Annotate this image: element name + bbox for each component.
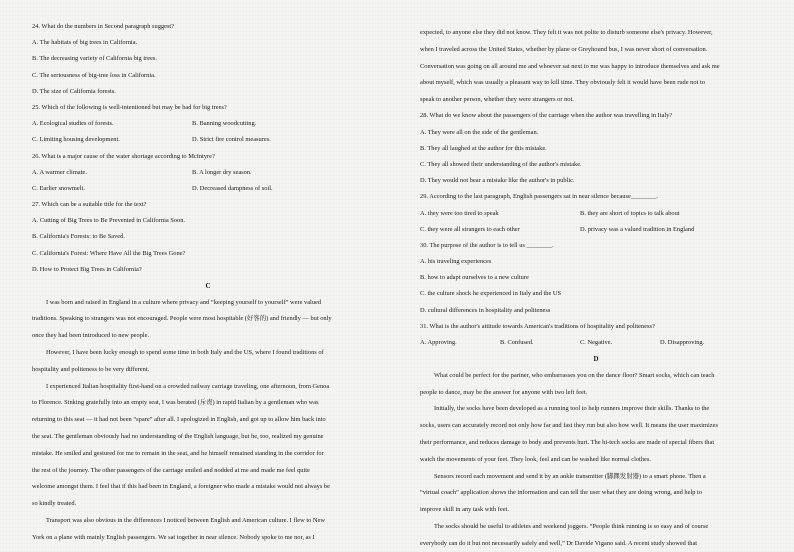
- passage-d-line: “virtual coach” application shows the information and can tell the user what they are doing wrong, and help to: [420, 489, 702, 497]
- question-29-option-c: C. they were all strangers to each other: [420, 225, 520, 233]
- passage-d-line: people to dance, may be the answer for anyone with two left feet.: [420, 388, 588, 396]
- passage-d-line: socks, users can accurately record not only how far and fast they run but also how well. It means the user maximizes: [420, 422, 718, 430]
- question-30-option-b: B. how to adapt ourselves to a new culture: [420, 274, 529, 282]
- passage-c-continued: [420, 28, 772, 105]
- passage-c-line: when I traveled across the United States, whether by plane or Greyhound bus, I was never short of conversation.: [420, 45, 708, 53]
- passage-d-line: everybody can do it but not necessarily safely and well,” Dr Davide Vigano said. A recent study showed that: [420, 539, 698, 547]
- question-24-option-c: C. The seriousness of big-tree loss in California.: [32, 71, 156, 79]
- question-31-option-a: A. Approving.: [420, 339, 457, 346]
- passage-c-line: expected, to anyone else they did not know. They felt it was not polite to disturb someone else's privacy. However,: [420, 29, 713, 36]
- passage-c-line: hospitality and politeness to be very different.: [32, 365, 150, 373]
- question-26-option-d: D. Decreased dampness of soil.: [192, 184, 273, 192]
- question-28-option-a: A. They were all on the side of the gentleman.: [420, 128, 539, 136]
- question-30-option-a: A. his traveling experiences: [420, 258, 492, 266]
- passage-d-line: Initially, the socks have been developed as a running tool to help runners improve their skills. Thanks to the: [434, 405, 710, 413]
- passage-d-line: Sensors record each movement and send it by an ankle transmitter (脚踝发射器) to a smart phone. Then a: [434, 472, 706, 480]
- question-31-option-b: B. Confused.: [500, 339, 534, 346]
- question-27-option-c: C. California's Forest: Where Have All the Big Trees Gone?: [32, 249, 186, 257]
- question-26-option-b: B. A longer dry season.: [192, 168, 252, 176]
- passage-c-line: the seat. The gentleman obviously had no understanding of the English language, but he, too, realized my genuine: [32, 432, 324, 440]
- question-29-option-d: D. privacy was a valued tradition in England: [580, 225, 695, 233]
- question-24-option-b: B. The decreasing variety of California big trees.: [32, 55, 157, 63]
- question-26-option-a: A. A warmer climate.: [32, 168, 87, 176]
- question-25-option-d: D. Strict fire control measures.: [192, 136, 271, 144]
- passage-c-line: returning to this seat — it had not been “spare” after all. I apologized in English, and got up to allow him back into: [32, 416, 326, 424]
- question-30-stem: 30. The purpose of the author is to tell us ________.: [420, 241, 554, 249]
- question-29-option-a: A. they were too tired to speak: [420, 209, 499, 217]
- passage-d-line: their performance, and reduces damage to body and prevents hurt. The hi-tech socks are made of special fibers that: [420, 438, 715, 446]
- passage-c-line: I experienced Italian hospitality first-hand on a crowded railway carriage traveling, one afternoon, from Genoa: [46, 382, 330, 390]
- question-31-stem: 31. What is the author's attitude towards American's traditions of hospitality and politeness?: [420, 322, 655, 330]
- question-31-option-c: C. Negative.: [580, 339, 613, 346]
- question-28-option-b: B. They all laughed at the author for this mistake.: [420, 144, 547, 152]
- question-29-stem: 29. According to the last paragraph, English passengers sat in near silence because________.: [420, 193, 658, 201]
- question-27-option-d: D. How to Protect Big Trees in California?: [32, 265, 142, 273]
- question-28-option-d: D. They would not bear a mistake like the author's in public.: [420, 177, 575, 185]
- passage-d-line: improve skill in any task with feet.: [420, 506, 509, 514]
- question-24-stem: 24. What do the numbers in Second paragraph suggest?: [32, 23, 175, 30]
- question-28-stem: 28. What do we know about the passengers of the carriage when the author was travelling in Italy?: [420, 112, 673, 120]
- question-25-option-b: B. Banning woodcutting.: [192, 120, 257, 128]
- passage-c-line: about myself, which was usually a pleasant way to kill time. They obviously felt it would have been rude not to: [420, 79, 705, 87]
- question-25-option-a: A. Ecological studies of forests.: [32, 120, 114, 128]
- passage-c-line: I was born and raised in England in a culture where privacy and “keeping yourself to yourself” were valued: [46, 298, 322, 306]
- question-28-option-c: C. They all showed their understanding of the author's mistake.: [420, 160, 582, 168]
- question-27-stem: 27. Which can be a suitable title for the text?: [32, 201, 147, 209]
- question-26-option-c: C. Earlier snowmelt.: [32, 184, 85, 192]
- question-24-option-d: D. The size of California forests.: [32, 87, 116, 95]
- passage-c-line: mistake. He smiled and gestured for me to remain in the seat, and he himself remained standing in the corridor for: [32, 449, 324, 457]
- question-25-stem: 25. Which of the following is well-intentioned but may be bad for big trees?: [32, 103, 227, 111]
- question-26-stem: 26. What is a major cause of the water shortage according to McIntyre?: [32, 152, 215, 160]
- passage-c-line: York on a plane with mainly English passengers. We sat together in near silence. Nobody spoke to me nor, as I: [32, 533, 315, 541]
- section-d-heading: D: [593, 355, 599, 363]
- passage-d: [420, 371, 772, 549]
- right-column: [420, 22, 772, 549]
- passage-c-line: to Florence. Sinking gratefully into an empty seat, I was berated (斥责) in rapid Italian by a gentleman who was: [32, 399, 319, 407]
- passage-c-line: However, I have been lucky enough to spend some time in both Italy and the US, where I found traditions of: [46, 349, 324, 356]
- passage-c-line: once they had been introduced to new people.: [32, 332, 150, 340]
- question-29-option-b: B. they are short of topics to talk about: [580, 209, 680, 217]
- question-27-option-b: B. California's Forests: to Be Saved.: [32, 233, 125, 241]
- question-30-option-c: C. the culture shock he experienced in Italy and the US: [420, 290, 562, 298]
- passage-c-line: speak to another person, whether they were strangers or not.: [420, 96, 574, 104]
- question-25-option-c: C. Limiting housing development.: [32, 136, 120, 144]
- passage-d-line: What could be perfect for the partner, who embarrasses you on the dance floor? Smart socks, which can teach: [434, 371, 715, 379]
- passage-d-line: The socks should be useful to athletes and weekend joggers. “People think running is so easy and of course: [434, 522, 709, 530]
- question-27-option-a: A. Cutting of Big Trees to Be Prevented in California Soon.: [32, 217, 186, 225]
- question-31-option-d: D. Disapproving.: [660, 339, 705, 346]
- passage-c-line: the rest of the journey. The other passengers of the carriage smiled and nodded at me and made me feel quite: [32, 466, 310, 474]
- left-column: [32, 22, 384, 543]
- question-30-option-d: D. cultural differences in hospitality and politeness: [420, 306, 551, 314]
- passage-c-line: so kindly treated.: [32, 500, 77, 508]
- passage-c-line: welcome amongst them. I feel that if this had been in England, a foreigner who made a mistake would not always be: [32, 483, 330, 491]
- passage-c-line: traditions. Speaking to strangers was not encouraged. People were most hospitable (好客的) and friendly — but only: [32, 315, 332, 323]
- passage-c: [32, 298, 384, 543]
- passage-c-line: Transport was also obvious in the differences I noticed between English and American culture. I flew to New: [46, 516, 325, 524]
- section-c-heading: C: [205, 281, 211, 290]
- passage-c-line: Conversation was going on all around me and whoever sat next to me was happy to introduce themselves and ask me: [420, 62, 720, 70]
- question-24-option-a: A. The habitats of big trees in California.: [32, 39, 138, 47]
- passage-d-line: watch the movements of your feet. They look, feel and can be washed like normal clothes.: [420, 455, 651, 463]
